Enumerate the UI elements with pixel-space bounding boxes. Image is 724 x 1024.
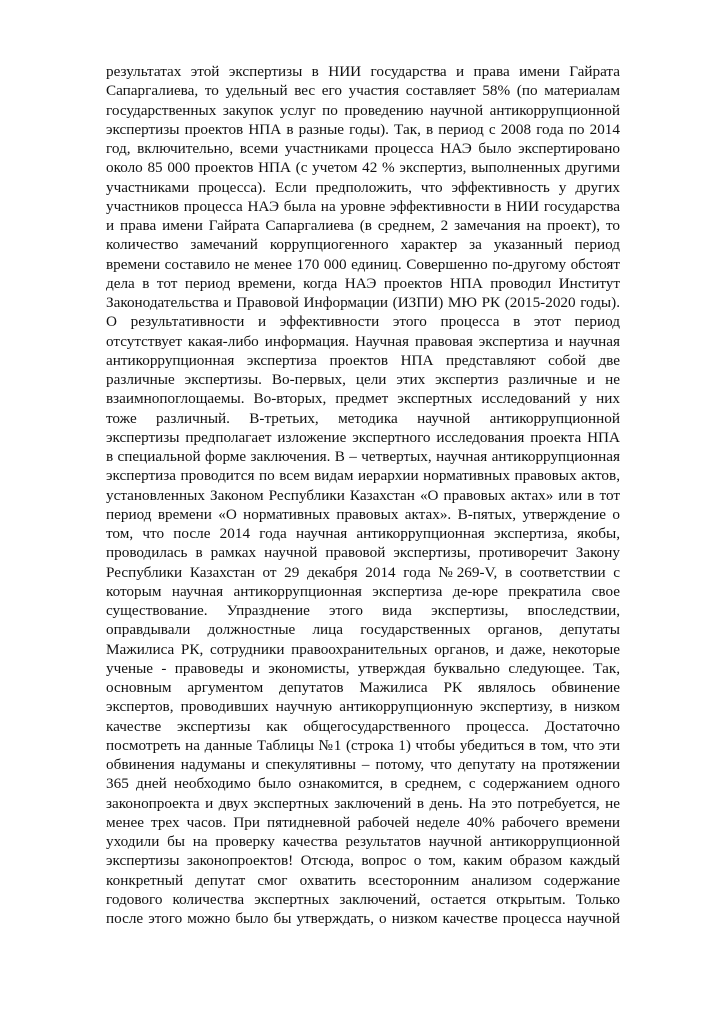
text-line: 365 дней необходимо было ознакомится, в среднем, с содержанием одного — [106, 775, 620, 793]
text-line: законопроекта и двух экспертных заключений в день. На это потребуется, не — [106, 794, 620, 812]
text-line: тоже различный. В-третьих, методика научной антикоррупционной — [106, 409, 620, 427]
text-line: участников процесса НАЭ была на уровне эффективности в НИИ государства — [106, 197, 620, 215]
text-line: О результативности и эффективности этого процесса в этот период — [106, 313, 620, 331]
text-line: год, включительно, всеми участниками процесса НАЭ было экспертировано — [106, 140, 620, 157]
text-line: ученые - правоведы и экономисты, утверждая буквально следующее. Так, — [106, 659, 620, 677]
text-line: существование. Упразднение этого вида экспертизы, впоследствии, — [106, 602, 620, 619]
text-line: конкретный депутат смог охватить всесторонним анализом содержание — [106, 871, 620, 889]
text-line: установленных Законом Республики Казахстан «О правовых актах» или в тот — [106, 486, 620, 504]
body-text — [106, 62, 620, 928]
text-line: качестве экспертизы как общегосударственного процесса. Достаточно — [106, 717, 620, 735]
text-line: различные экспертизы. Во-первых, цели этих экспертиз различные и не — [106, 371, 620, 388]
text-line: результатах этой экспертизы в НИИ государства и права имени Гайрата — [106, 63, 620, 80]
text-line: основным аргументом депутатов Мажилиса РК являлось обвинение — [106, 679, 620, 696]
text-line: государственных закупок услуг по проведению научной антикоррупционной — [106, 101, 620, 119]
text-line: проводилась в рамках научной правовой экспертизы, противоречит Закону — [106, 544, 620, 562]
text-line: экспертиза проводится по всем видам иерархии нормативных правовых актов, — [106, 467, 620, 485]
text-line: экспертизы предполагает изложение экспертного исследования проекта НПА — [106, 428, 620, 446]
text-line: экспертизы законопроектов! Отсюда, вопрос о том, каким образом каждый — [106, 852, 620, 870]
text-line: уходили бы на проверку качества результатов научной антикоррупционной — [106, 833, 620, 850]
text-line: которым научная антикоррупционная экспертиза де-юре прекратила свое — [106, 582, 620, 600]
text-line: Мажилиса РК, сотрудники правоохранительных органов, и даже, некоторые — [106, 640, 620, 658]
text-line: обвинения надуманы и спекулятивны – потому, что депутату на протяжении — [106, 756, 620, 773]
text-line: после этого можно было бы утверждать, о низком качестве процесса научной — [106, 910, 620, 927]
text-line: количество замечаний коррупциогенного характер за указанный период — [106, 236, 620, 254]
text-line: Законодательства и Правовой Информации (ИЗПИ) МЮ РК (2015-2020 годы). — [106, 294, 620, 311]
text-line: дела в тот период времени, когда НАЭ проектов НПА проводил Институт — [106, 274, 620, 292]
text-line: участниками процесса). Если предположить, что эффективность у других — [106, 178, 620, 196]
text-line: посмотреть на данные Таблицы №1 (строка 1) чтобы убедиться в том, что эти — [106, 736, 620, 754]
text-line: Республики Казахстан от 29 декабря 2014 года №269-V, в соответствии с — [106, 563, 620, 581]
text-line: оправдывали должностные лица государственных органов, депутаты — [106, 621, 620, 639]
text-line: экспертов, проводивших научную антикоррупционную экспертизу, в низком — [106, 698, 620, 716]
text-line: времени составило не менее 170 000 единиц. Совершенно по-другому обстоят — [106, 255, 620, 273]
text-line: Сапаргалиева, то удельный вес его участия составляет 58% (по материалам — [106, 82, 620, 100]
text-line: период времени «О нормативных правовых актах». В-пятых, утверждение о — [106, 505, 620, 523]
text-line: экспертизы проектов НПА в разные годы). Так, в период с 2008 года по 2014 — [106, 120, 620, 138]
text-line: взаимнопоглощаемы. Во-вторых, предмет экспертных исследований у них — [106, 390, 620, 408]
text-line: том, что после 2014 года научная антикоррупционная экспертиза, якобы, — [106, 525, 620, 542]
text-line: антикоррупционная экспертиза проектов НПА представляют собой две — [106, 351, 620, 369]
text-line: в специальной форме заключения. В – четвертых, научная антикоррупционная — [106, 448, 620, 465]
text-line: отсутствует какая-либо информация. Научная правовая экспертиза и научная — [106, 332, 620, 350]
text-line: около 85 000 проектов НПА (с учетом 42 % экспертиз, выполненных другими — [106, 159, 620, 177]
text-line: менее трех часов. При пятидневной рабочей неделе 40% рабочего времени — [106, 813, 620, 831]
text-line: и права имени Гайрата Сапаргалиева (в среднем, 2 замечания на проект), то — [106, 217, 620, 234]
text-line: годового количества экспертных заключений, остается открытым. Только — [106, 890, 620, 908]
